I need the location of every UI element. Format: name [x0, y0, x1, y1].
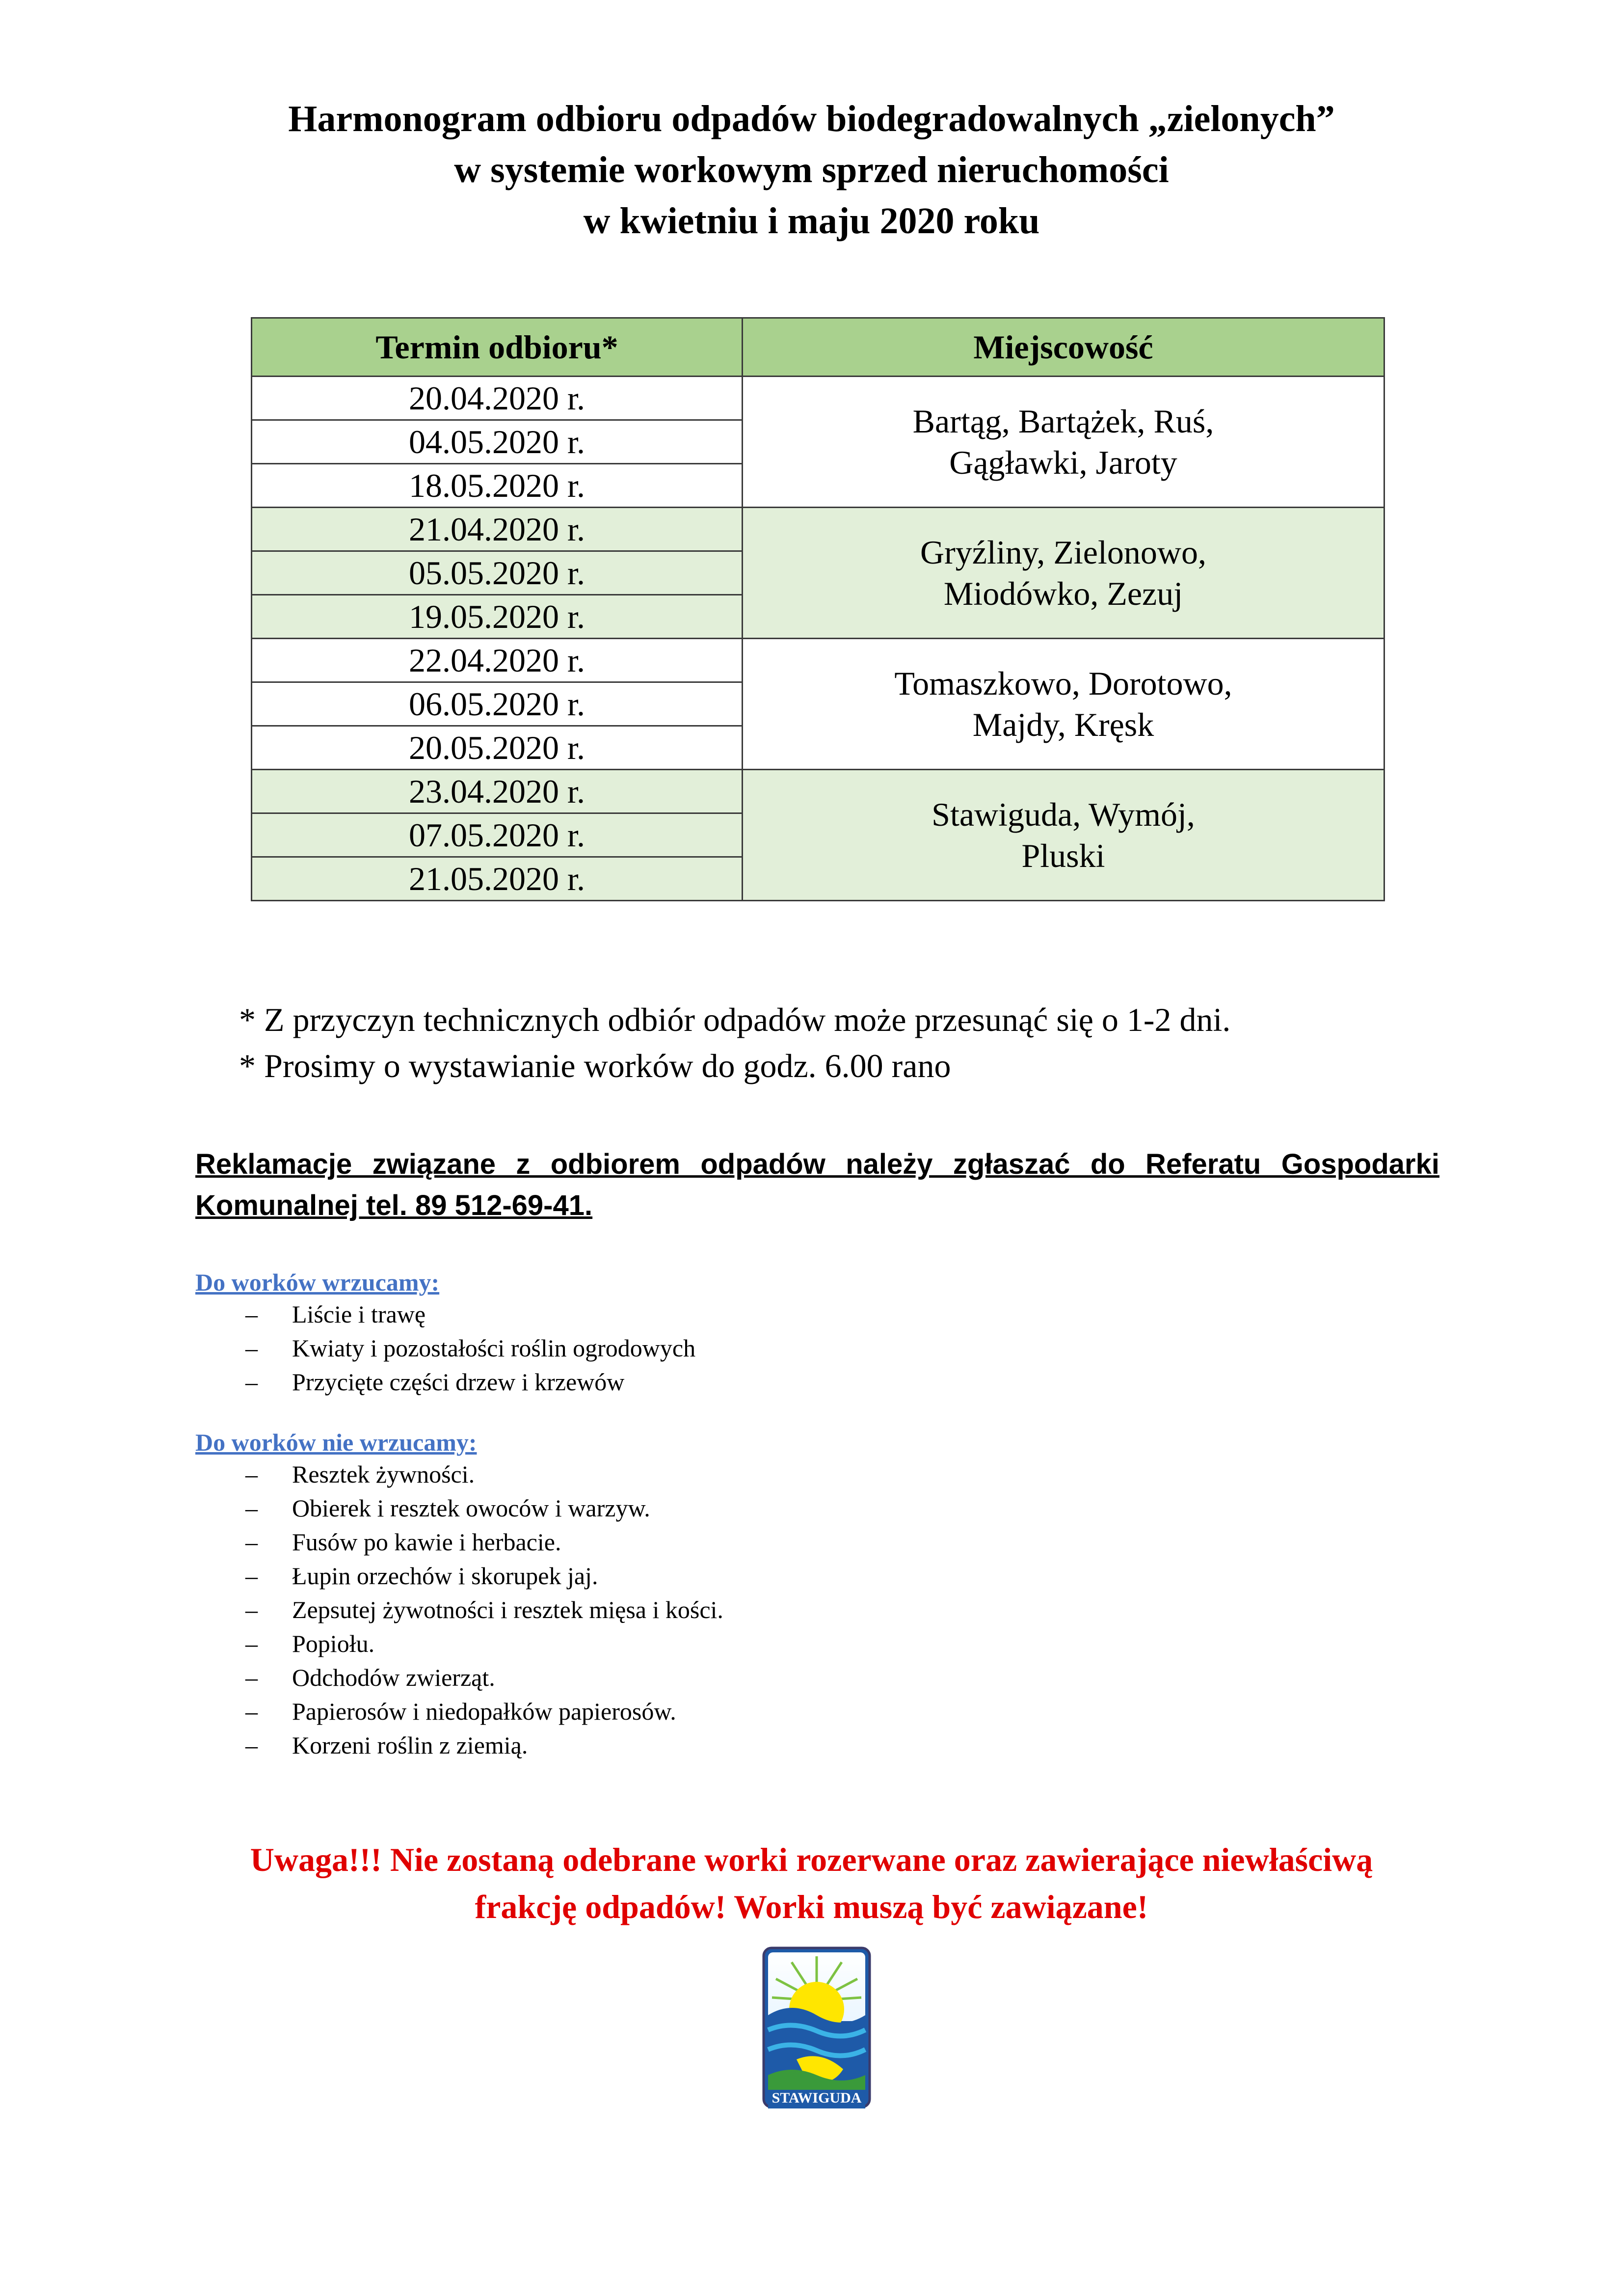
- allowed-heading-colon: :: [431, 1269, 440, 1296]
- list-item: [245, 1695, 723, 1729]
- list-item: [245, 1559, 723, 1593]
- list-item-text: Papierosów i niedopałków papierosów.: [292, 1698, 676, 1725]
- date-cell: 05.05.2020 r.: [252, 551, 743, 595]
- list-item-text: Zepsutej żywotności i resztek mięsa i kości.: [292, 1596, 723, 1623]
- date-cell: 20.05.2020 r.: [252, 726, 743, 770]
- document-title: [0, 93, 1623, 246]
- list-item: [245, 1661, 723, 1695]
- date-cell: 07.05.2020 r.: [252, 813, 743, 857]
- list-item-text: Łupin orzechów i skorupek jaj.: [292, 1562, 598, 1590]
- list-item-text: Przycięte części drzew i krzewów: [292, 1368, 625, 1396]
- list-item-text: Kwiaty i pozostałości roślin ogrodowych: [292, 1334, 696, 1362]
- places-line: Gągławki, Jaroty: [949, 444, 1177, 481]
- places-line: Miodówko, Zezuj: [943, 575, 1183, 612]
- list-item-text: Korzeni roślin z ziemią.: [292, 1731, 528, 1759]
- date-cell: 04.05.2020 r.: [252, 420, 743, 464]
- table-row: [252, 639, 1384, 682]
- places-cell: [743, 508, 1384, 639]
- forbidden-heading: Do worków nie wrzucamy:: [195, 1429, 477, 1456]
- dash-bullet: –: [245, 1300, 258, 1328]
- list-item: [245, 1627, 723, 1661]
- list-item-text: Resztek żywności.: [292, 1460, 475, 1488]
- places-line: Tomaszkowo, Dorotowo,: [894, 665, 1232, 702]
- dash-bullet: –: [245, 1334, 258, 1362]
- title-line-3: w kwietniu i maju 2020 roku: [583, 200, 1040, 242]
- places-cell: [743, 377, 1384, 508]
- dash-bullet: –: [245, 1460, 258, 1488]
- table-row: [252, 770, 1384, 813]
- dash-bullet: –: [245, 1562, 258, 1590]
- list-item: [245, 1525, 723, 1559]
- list-item: [245, 1729, 723, 1762]
- places-line: Pluski: [1021, 837, 1105, 874]
- logo-text: STAWIGUDA: [772, 2090, 862, 2106]
- list-item-text: Liście i trawę: [292, 1300, 426, 1328]
- list-item: [245, 1365, 695, 1399]
- warning-line: frakcję odpadów! Worki muszą być zawiązane!: [475, 1888, 1148, 1925]
- date-cell: 22.04.2020 r.: [252, 639, 743, 682]
- warning-message: [0, 1836, 1623, 1930]
- allowed-heading-text: Do worków wrzucamy: [195, 1269, 431, 1296]
- list-item-text: Fusów po kawie i herbacie.: [292, 1528, 561, 1556]
- dash-bullet: –: [245, 1494, 258, 1522]
- places-line: Bartąg, Bartążek, Ruś,: [912, 403, 1214, 440]
- dash-bullet: –: [245, 1368, 258, 1396]
- complaints-notice: Reklamacje związane z odbiorem odpadów należy zgłaszać do Referatu Gospodarki Komunalnej tel. 89 512-69-41.: [195, 1148, 1439, 1221]
- allowed-list: [245, 1297, 695, 1399]
- list-item: [245, 1297, 695, 1331]
- list-item: [245, 1593, 723, 1627]
- stawiguda-logo: [762, 1946, 871, 2108]
- warning-line: Uwaga!!! Nie zostaną odebrane worki rozerwane oraz zawierające niewłaściwą: [250, 1841, 1373, 1878]
- date-cell: 06.05.2020 r.: [252, 682, 743, 726]
- places-line: Stawiguda, Wymój,: [931, 796, 1195, 833]
- list-item-text: Popiołu.: [292, 1630, 375, 1657]
- dash-bullet: –: [245, 1596, 258, 1623]
- date-cell: 18.05.2020 r.: [252, 464, 743, 508]
- title-line-1: Harmonogram odbioru odpadów biodegradowalnych „zielonych”: [288, 98, 1335, 139]
- list-item-text: Obierek i resztek owoców i warzyw.: [292, 1494, 650, 1522]
- list-item: [245, 1331, 695, 1365]
- forbidden-list: [245, 1458, 723, 1762]
- list-item-text: Odchodów zwierząt.: [292, 1664, 495, 1691]
- dash-bullet: –: [245, 1664, 258, 1691]
- title-line-2: w systemie workowym sprzed nieruchomości: [454, 149, 1169, 190]
- date-cell: 19.05.2020 r.: [252, 595, 743, 639]
- dash-bullet: –: [245, 1698, 258, 1725]
- allowed-heading: [195, 1268, 439, 1297]
- date-cell: 20.04.2020 r.: [252, 377, 743, 420]
- date-cell: 21.05.2020 r.: [252, 857, 743, 901]
- dash-bullet: –: [245, 1630, 258, 1657]
- header-miejscowosc: Miejscowość: [743, 318, 1384, 377]
- header-termin: Termin odbioru*: [252, 318, 743, 377]
- footnotes: [239, 997, 1230, 1089]
- places-line: Majdy, Kręsk: [972, 706, 1154, 743]
- schedule-table: [251, 317, 1385, 901]
- date-cell: 23.04.2020 r.: [252, 770, 743, 813]
- footnote: * Z przyczyn technicznych odbiór odpadów może przesunąć się o 1-2 dni.: [239, 1001, 1231, 1038]
- footnote: * Prosimy o wystawianie worków do godz. 6.00 rano: [239, 1047, 951, 1084]
- table-row: [252, 377, 1384, 420]
- places-cell: [743, 770, 1384, 901]
- list-item: [245, 1458, 723, 1491]
- dash-bullet: –: [245, 1528, 258, 1556]
- dash-bullet: –: [245, 1731, 258, 1759]
- list-item: [245, 1491, 723, 1525]
- table-row: [252, 508, 1384, 551]
- places-cell: [743, 639, 1384, 770]
- places-line: Gryźliny, Zielonowo,: [920, 534, 1206, 571]
- date-cell: 21.04.2020 r.: [252, 508, 743, 551]
